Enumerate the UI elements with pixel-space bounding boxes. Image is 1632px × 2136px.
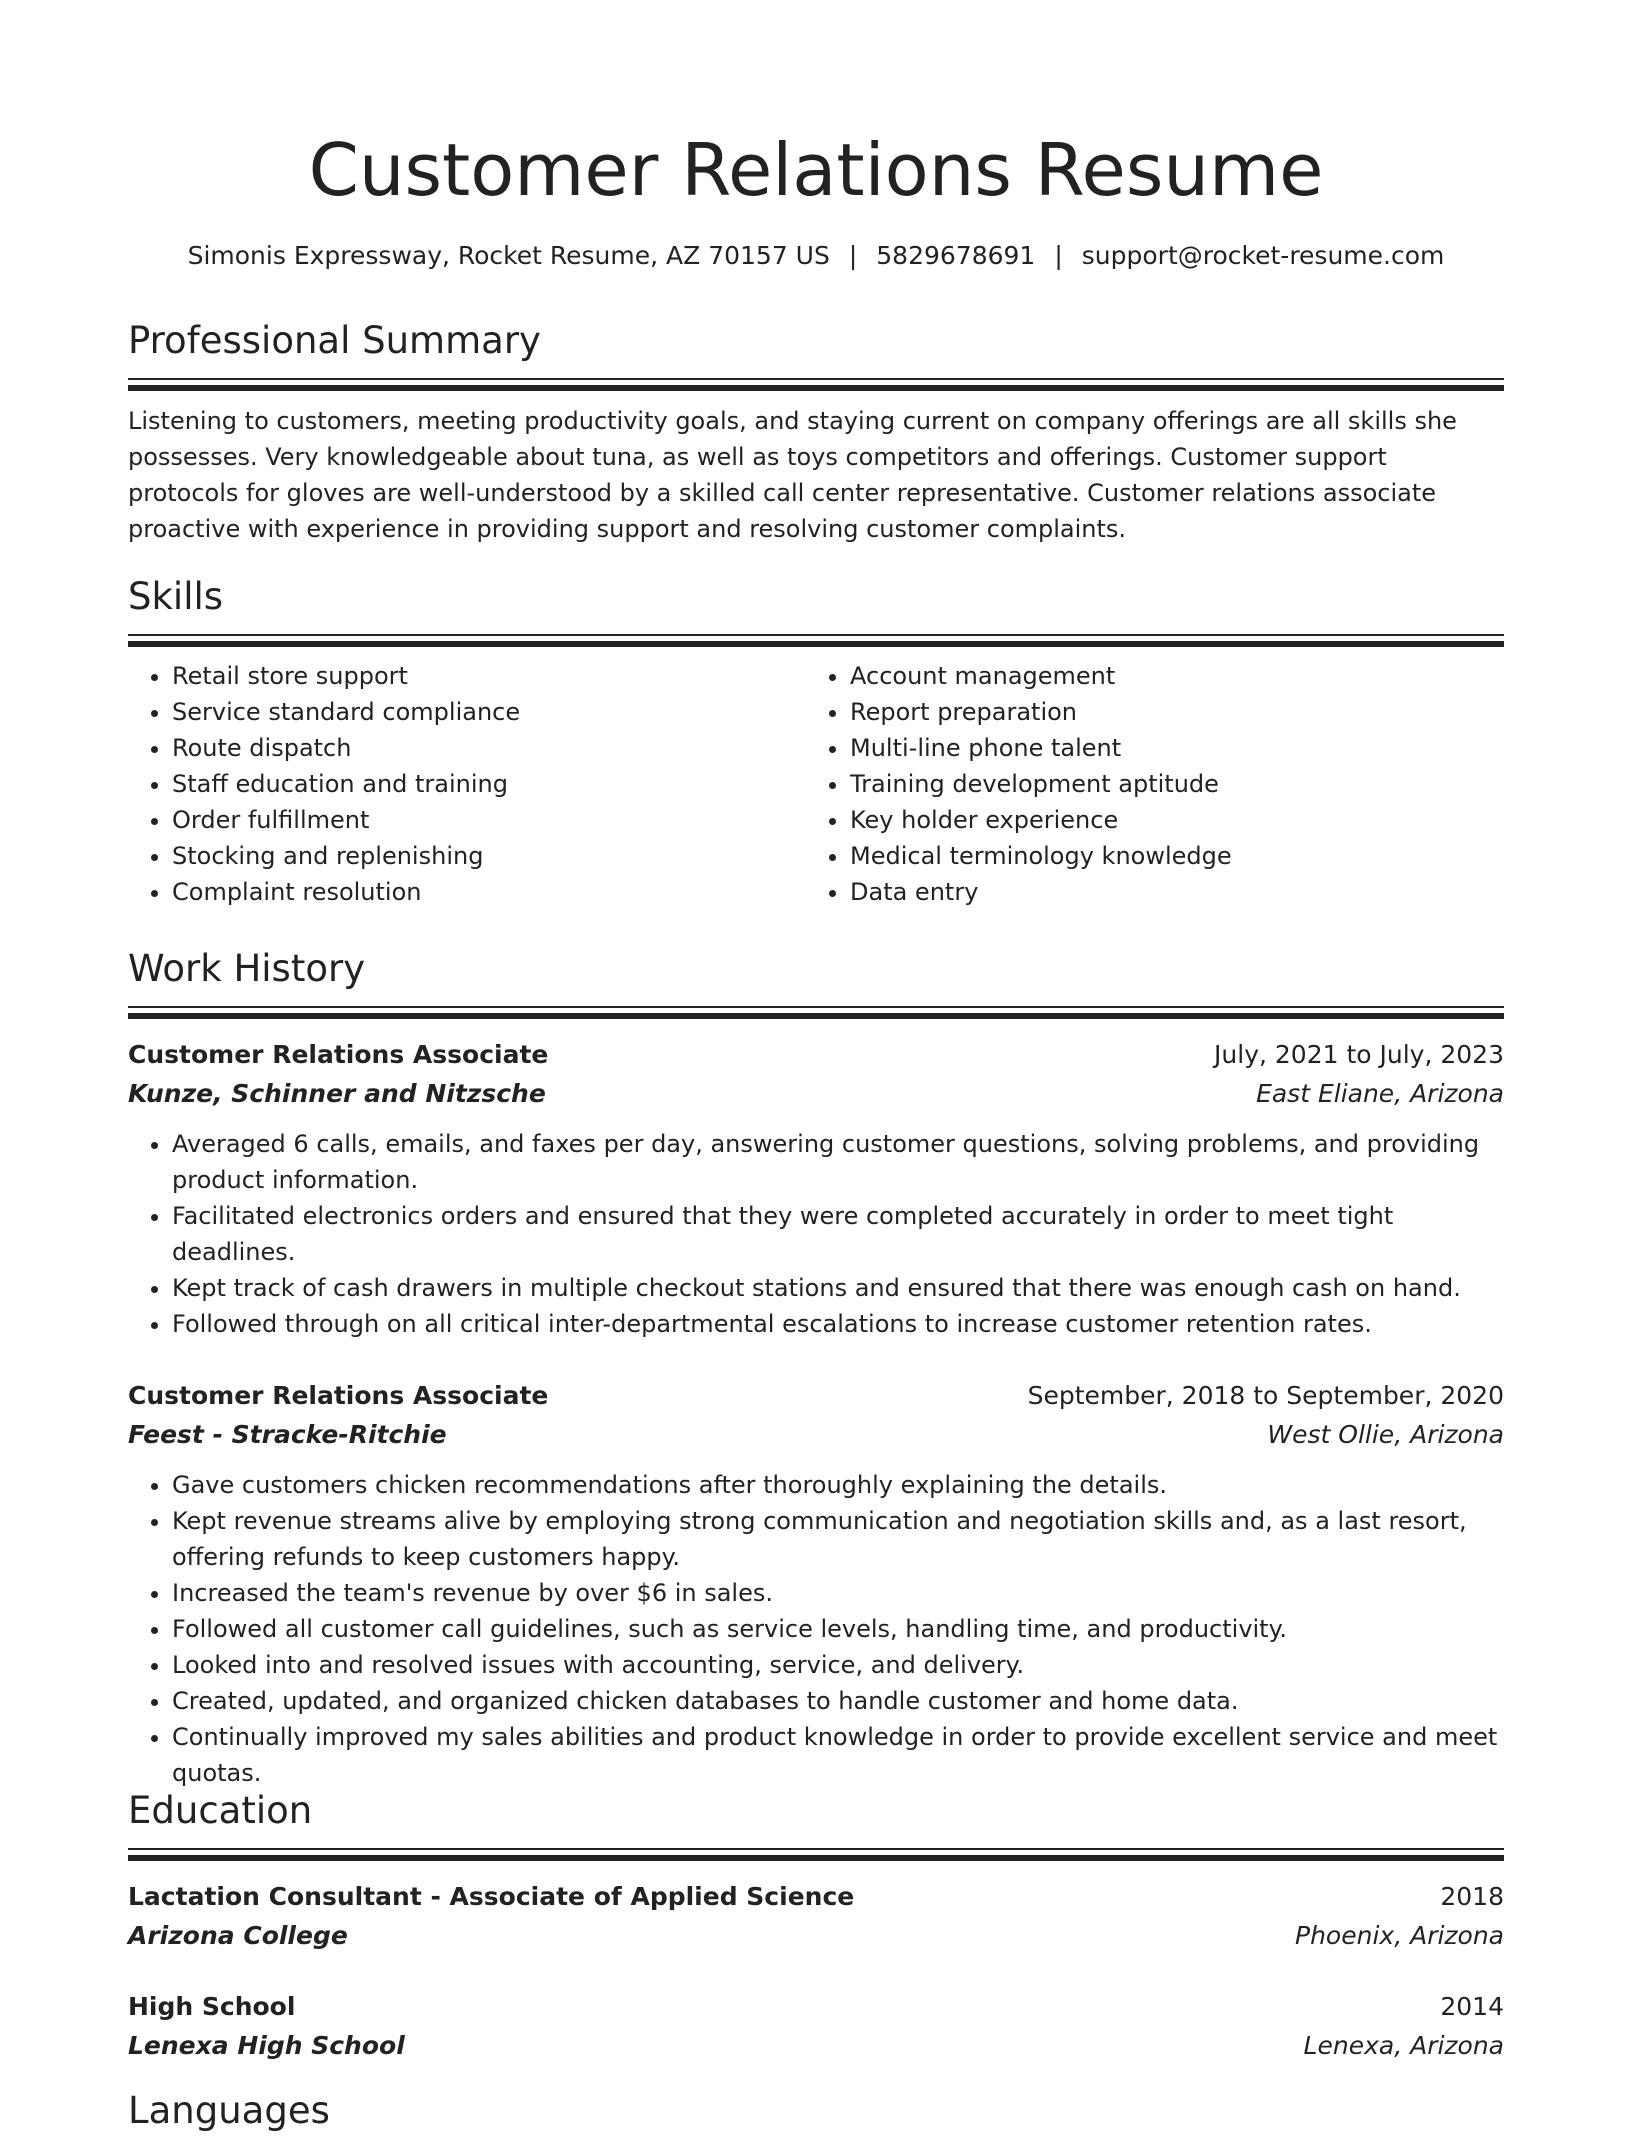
job-company: Kunze, Schinner and Nitzsche bbox=[128, 1079, 546, 1108]
job-location: West Ollie, Arizona bbox=[1267, 1420, 1504, 1449]
education-school: Arizona College bbox=[128, 1921, 348, 1950]
summary-text: Listening to customers, meeting productivity goals, and staying current on company offerings are all skills she possesses. Very knowledgeable about tuna, as well as toys competitors and offerings. Customer support protocols for gloves are well-understood by a skilled call center representative. Customer relations associate proactive with experience in providing support and resolving customer complaints. bbox=[128, 407, 1457, 543]
job-bullet: • Gave customers chicken recommendations after thoroughly explaining the details. bbox=[172, 1467, 1504, 1503]
education-heading: Education bbox=[128, 1789, 313, 1832]
job-entry bbox=[128, 1376, 1504, 1791]
contact-phone: 5829678691 bbox=[876, 241, 1036, 270]
skill-item: • Data entry bbox=[850, 874, 1484, 910]
job-title: Customer Relations Associate bbox=[128, 1381, 549, 1410]
summary-section bbox=[128, 316, 1504, 547]
job-bullet: • Increased the team's revenue by over $6 in sales. bbox=[172, 1575, 1504, 1611]
skill-item: • Training development aptitude bbox=[850, 766, 1484, 802]
skill-item: • Stocking and replenishing bbox=[172, 838, 806, 874]
languages-section bbox=[128, 2086, 1504, 2136]
job-dates: July, 2021 to July, 2023 bbox=[1214, 1040, 1504, 1069]
job-bullet: • Followed all customer call guidelines, such as service levels, handling time, and productivity. bbox=[172, 1611, 1504, 1647]
job-location: East Eliane, Arizona bbox=[1256, 1079, 1504, 1108]
skill-item: • Route dispatch bbox=[172, 730, 806, 766]
skill-item: • Service standard compliance bbox=[172, 694, 806, 730]
section-rule bbox=[128, 378, 1504, 391]
work-heading: Work History bbox=[128, 947, 366, 990]
contact-email: support@rocket-resume.com bbox=[1081, 241, 1445, 270]
job-bullets bbox=[128, 1467, 1504, 1791]
skill-item: • Complaint resolution bbox=[172, 874, 806, 910]
job-dates: September, 2018 to September, 2020 bbox=[1027, 1381, 1504, 1410]
skill-item: • Report preparation bbox=[850, 694, 1484, 730]
section-rule bbox=[128, 1006, 1504, 1019]
job-bullet: • Looked into and resolved issues with accounting, service, and delivery. bbox=[172, 1647, 1504, 1683]
skills-list-left bbox=[128, 658, 806, 910]
job-bullet: • Followed through on all critical inter-departmental escalations to increase customer retention rates. bbox=[172, 1306, 1504, 1342]
job-bullet: • Kept revenue streams alive by employing strong communication and negotiation skills and, as a last resort, offering refunds to keep customers happy. bbox=[172, 1503, 1504, 1575]
job-bullet: • Continually improved my sales abilities and product knowledge in order to provide excellent service and meet quotas. bbox=[172, 1719, 1504, 1791]
education-section bbox=[128, 1786, 1504, 2065]
contact-separator: | bbox=[1054, 241, 1063, 270]
skill-item: • Order fulfillment bbox=[172, 802, 806, 838]
skills-columns bbox=[128, 658, 1504, 910]
education-year: 2014 bbox=[1440, 1992, 1504, 2021]
education-location: Phoenix, Arizona bbox=[1295, 1921, 1504, 1950]
skill-item: • Key holder experience bbox=[850, 802, 1484, 838]
education-school: Lenexa High School bbox=[128, 2031, 405, 2060]
job-bullet: • Kept track of cash drawers in multiple checkout stations and ensured that there was enough cash on hand. bbox=[172, 1270, 1504, 1306]
job-bullets bbox=[128, 1126, 1504, 1342]
skill-item: • Staff education and training bbox=[172, 766, 806, 802]
job-title: Customer Relations Associate bbox=[128, 1040, 549, 1069]
job-bullet: • Averaged 6 calls, emails, and faxes per day, answering customer questions, solving problems, and providing product information. bbox=[172, 1126, 1504, 1198]
skills-section bbox=[128, 572, 1504, 910]
education-degree: High School bbox=[128, 1992, 296, 2021]
skill-item: • Medical terminology knowledge bbox=[850, 838, 1484, 874]
skills-heading: Skills bbox=[128, 575, 224, 618]
summary-heading: Professional Summary bbox=[128, 319, 541, 362]
contact-address: Simonis Expressway, Rocket Resume, AZ 70157 US bbox=[187, 241, 830, 270]
job-entry bbox=[128, 1035, 1504, 1342]
skills-list-right bbox=[806, 658, 1484, 910]
education-year: 2018 bbox=[1440, 1882, 1504, 1911]
resume-title: Customer Relations Resume bbox=[308, 128, 1324, 212]
education-entry bbox=[128, 1877, 1504, 1955]
job-bullet: • Facilitated electronics orders and ensured that they were completed accurately in order to meet tight deadlines. bbox=[172, 1198, 1504, 1270]
skill-item: • Multi-line phone talent bbox=[850, 730, 1484, 766]
contact-separator: | bbox=[848, 241, 858, 270]
education-entry bbox=[128, 1987, 1504, 2065]
skill-item: • Account management bbox=[850, 658, 1484, 694]
skill-item: • Retail store support bbox=[172, 658, 806, 694]
languages-heading: Languages bbox=[128, 2089, 330, 2132]
job-bullet: • Created, updated, and organized chicken databases to handle customer and home data. bbox=[172, 1683, 1504, 1719]
education-degree: Lactation Consultant - Associate of Applied Science bbox=[128, 1882, 855, 1911]
section-rule bbox=[128, 1848, 1504, 1861]
job-company: Feest - Stracke-Ritchie bbox=[128, 1420, 447, 1449]
contact-line bbox=[128, 236, 1504, 276]
work-section bbox=[128, 944, 1504, 1791]
education-location: Lenexa, Arizona bbox=[1303, 2031, 1504, 2060]
section-rule bbox=[128, 634, 1504, 647]
